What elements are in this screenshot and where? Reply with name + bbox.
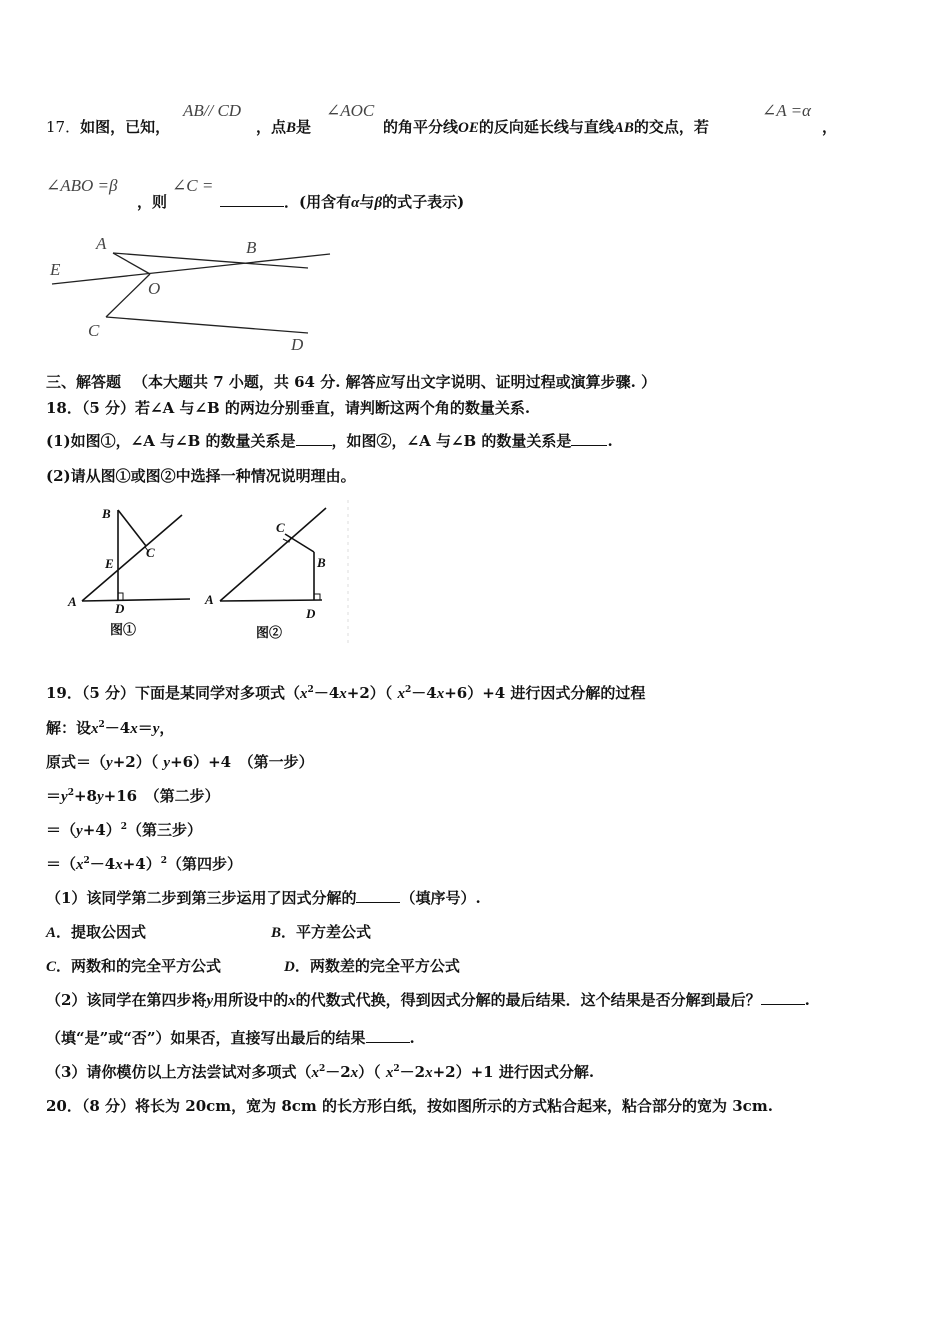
q19-option-c: C．两数和的完全平方公式 [46,957,222,975]
fig1-line-ad [82,599,190,601]
q19-head: 19．（5 分）下面是某同学对多项式$(x^2-4x+2)$（ $x^2-4x+6)+4$ 进行因式分解的过程 [46,684,646,702]
label-a: A [96,234,107,253]
q17-line1: 17．如图，已知， [46,118,171,136]
fig2-line-ac [220,508,326,601]
answer-blank-fig2[interactable] [571,431,607,446]
q19-part2: （2）该同学在第四步将y用所设中的x的代数式代换，得到因式分解的最后结果．这个结果是否分解到最后？ . [46,991,810,1009]
q17-line1-c: 的角平分线OE的反向延长线与直线AB的交点，若 [383,118,709,136]
q19-option-b: B．平方差公式 [271,923,372,941]
q17-comma: ， [822,118,838,136]
answer-blank-part2-yesno[interactable] [761,990,805,1005]
q19-step4: $=(x^2-4x+4)^2$（第四步） [46,855,243,873]
q19-part3: （3）请你模仿以上方法尝试对多项式$(x^2-2x)$（ $x^2-2x+2)+1$ 进行因式分解. [46,1063,595,1081]
answer-blank-part2-result[interactable] [366,1028,410,1043]
answer-blank-part1[interactable] [356,888,400,903]
q19-step3: $=(y+4)^2$（第三步） [46,821,202,839]
fig2-line-cb [285,534,314,552]
q19-option-d: D．两数差的完全平方公式 [284,957,460,975]
q18-part1: (1)如图①，∠A 与∠B 的数量关系是 ，如图②，∠A 与∠B 的数量关系是 . [46,432,613,450]
math-angle-aoc: ∠AOC [326,101,375,120]
math-angle-abo-beta: ∠ABO =β [46,176,118,195]
fig2-label-b: B [317,555,326,570]
q19-step2: $=y^2+8y+16$ （第二步） [46,787,220,805]
q19-step1: 原式＝（y+2）（ y+6）+4 （第一步） [46,753,314,771]
q18-part2: (2)请从图①或图②中选择一种情况说明理由。 [46,467,356,485]
fig2-label-c: C [276,520,285,535]
fig1-caption: 图① [110,622,137,637]
fig2-label-d: D [306,606,316,621]
label-e: E [50,260,61,279]
math-ab-parallel-cd: AB// CD [183,101,242,120]
fig1-label-c: C [146,545,155,560]
q19-solution-let: 解：设$x^2-4x=y$， [46,719,175,737]
answer-blank-fig1[interactable] [296,431,332,446]
segment-oc [106,274,150,317]
label-o: O [148,279,161,298]
fig1-label-b: B [102,506,111,521]
q17-then: ，则 [137,193,168,211]
line-cd [106,317,308,333]
q17-line2-b: ．(用含有α与β的式子表示) [220,191,464,212]
fig1-label-e: E [105,556,114,571]
q20-head: 20．（8 分）将长为 20cm，宽为 8cm 的长方形白纸，按如图所示的方式粘合起来，粘合部分的宽为 3cm. [46,1097,773,1115]
math-angle-c-eq: ∠C = [172,176,214,195]
fig2-caption: 图② [256,625,283,640]
q18-head: 18．（5 分）若∠A 与∠B 的两边分别垂直，请判断这两个角的数量关系. [46,399,531,417]
fig2-label-a: A [205,592,214,607]
fig2-line-ad [220,600,322,601]
answer-blank[interactable] [220,192,284,207]
segment-ao [113,253,150,274]
q19-part2-cont: （填“是”或“否”）如果否，直接写出最后的结果 . [46,1029,415,1047]
section-3-header: 三、解答题 （本大题共 7 小题，共 64 分. 解答应写出文字说明、证明过程或演算步骤. ） [46,373,657,391]
q18-figures [60,498,360,648]
label-b: B [246,238,257,257]
q19-option-a: A．提取公因式 [46,923,147,941]
q17-figure [40,230,340,355]
fig1-line-bc [118,510,146,546]
q17-line1-b: ，点B是 [256,118,312,136]
label-d: D [291,335,304,354]
q19-part1: （1）该同学第二步到第三步运用了因式分解的 （填序号）. [46,889,481,907]
fig2-right-angle-d [314,594,320,600]
fig1-label-d: D [115,601,125,616]
fig1-label-a: A [68,594,77,609]
math-angle-a-alpha: ∠A =α [762,101,811,120]
label-c: C [88,321,100,340]
line-ab [113,253,308,268]
